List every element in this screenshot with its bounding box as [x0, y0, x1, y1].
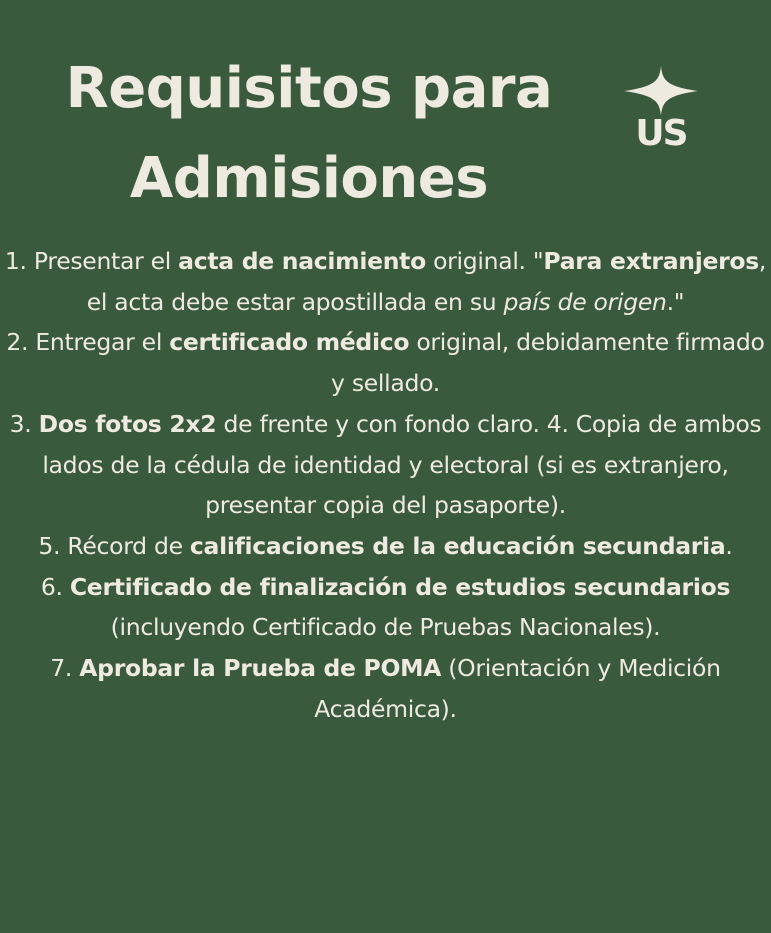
requirement-5-bold: calificaciones de la educación secundaria	[189, 531, 726, 560]
requirements-list	[0, 241, 771, 729]
title-line-2: Admisiones	[129, 146, 489, 211]
logo	[624, 66, 698, 158]
requirement-1-bold-2: Para extranjeros	[543, 247, 759, 275]
requirement-3-text: 3.	[9, 409, 39, 438]
requirement-5	[0, 526, 771, 567]
page-title	[0, 44, 618, 224]
requirement-5-text: 5. Récord de	[38, 531, 190, 560]
requirement-2-text-2: original, debidamente firmado y sellado.	[331, 328, 765, 398]
requirement-7	[0, 648, 771, 729]
requirement-1	[0, 241, 771, 322]
requirement-6-text-2: (incluyendo Certificado de Pruebas Nacionales).	[110, 613, 661, 642]
requirement-1-bold: acta de nacimiento	[178, 247, 426, 275]
requirement-3-text-2: de frente y con fondo claro. 4. Copia de ambos lados de la cédula de identidad y electoral (si es extranjero, presentar copia del pasaporte).	[42, 409, 762, 520]
title-line-1: Requisitos para	[65, 56, 553, 121]
requirement-2-bold: certificado médico	[169, 328, 410, 357]
requirement-6-bold: Certificado de finalización de estudios secundarios	[69, 572, 731, 601]
requirement-5-text-2: .	[725, 531, 733, 560]
requirement-1-text-3: , el acta debe estar apostillada en su	[86, 247, 767, 316]
requirement-1-text: 1. Presentar el	[4, 247, 179, 275]
requirement-2	[0, 322, 771, 403]
requirement-1-text-4: ."	[666, 287, 685, 316]
requirement-7-text: 7.	[50, 654, 80, 683]
logo-text: US	[635, 113, 687, 154]
requirement-3	[0, 404, 771, 526]
requirement-1-italic: país de origen	[503, 287, 667, 316]
requirement-2-text: 2. Entregar el	[6, 328, 170, 357]
requirement-3-bold: Dos fotos 2x2	[38, 409, 217, 438]
requirement-7-text-2: (Orientación y Medición Académica).	[314, 654, 721, 723]
requirement-1-text-2: original. "	[425, 247, 544, 275]
sparkle-star-icon	[624, 66, 698, 116]
requirement-6-text: 6.	[40, 572, 70, 601]
requirement-6	[0, 567, 771, 648]
requirement-7-bold: Aprobar la Prueba de POMA	[79, 654, 442, 683]
